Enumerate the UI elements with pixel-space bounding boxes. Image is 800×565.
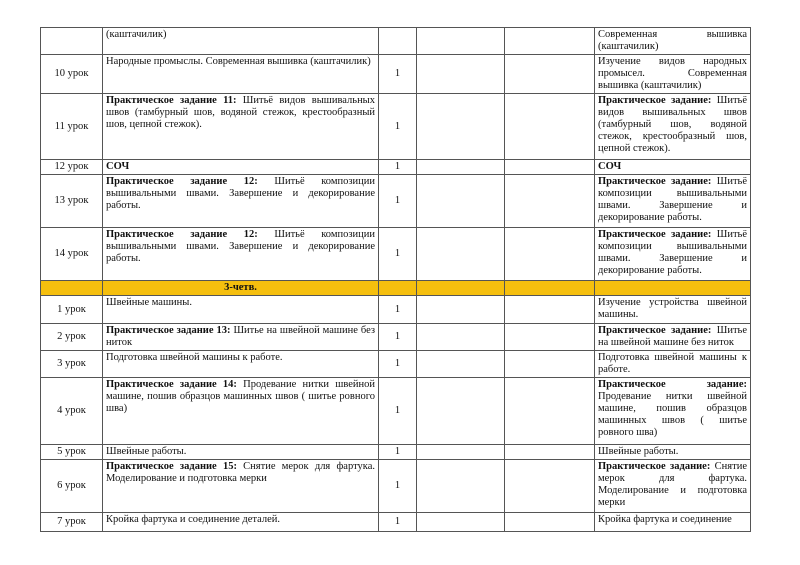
notes-task-label: Практическое задание: bbox=[598, 176, 712, 187]
table-row bbox=[41, 460, 751, 513]
empty-cell bbox=[505, 94, 595, 160]
empty-cell bbox=[417, 351, 505, 378]
lesson-notes bbox=[595, 55, 751, 94]
lesson-topic bbox=[103, 460, 379, 513]
notes-text: Шитьё видов вышивальных швов (тамбурный шов, водяной стежок, крестообразный шов, цепной стежок). bbox=[598, 95, 747, 154]
notes-task-label: СОЧ bbox=[598, 161, 622, 172]
lesson-number: 7 урок bbox=[41, 513, 103, 532]
lesson-topic bbox=[103, 160, 379, 175]
empty-cell bbox=[417, 445, 505, 460]
topic-text: Швейные машины. bbox=[106, 297, 192, 308]
lesson-notes bbox=[595, 94, 751, 160]
empty-cell bbox=[505, 55, 595, 94]
quarter-row bbox=[41, 281, 751, 296]
lesson-notes bbox=[595, 160, 751, 175]
lesson-topic bbox=[103, 175, 379, 228]
quarter-cell bbox=[417, 281, 505, 296]
topic-task-label: СОЧ bbox=[106, 161, 130, 172]
lesson-hours: 1 bbox=[379, 460, 417, 513]
empty-cell bbox=[417, 28, 505, 55]
topic-text: Шитьё композиции вышивальными швами. Завершение и декорирование работы. bbox=[106, 229, 375, 264]
lesson-hours: 1 bbox=[379, 324, 417, 351]
notes-task-label: Практическое задание: bbox=[598, 95, 712, 106]
topic-text: Шитьё видов вышивальных швов (тамбурный шов, водяной стежок, крестообразный шов, цепной стежок). bbox=[106, 95, 375, 130]
lesson-notes bbox=[595, 296, 751, 324]
lesson-number: 2 урок bbox=[41, 324, 103, 351]
topic-task-label: Практическое задание 15: bbox=[106, 461, 237, 472]
empty-cell bbox=[505, 28, 595, 55]
lesson-notes bbox=[595, 28, 751, 55]
lesson-plan-table bbox=[40, 27, 751, 532]
notes-text: Швейные работы. bbox=[598, 446, 679, 457]
topic-text: Подготовка швейной машины к работе. bbox=[106, 352, 283, 363]
notes-text: Снятие мерок для фартука. Моделирование и подготовка мерки bbox=[598, 461, 747, 508]
lesson-topic bbox=[103, 378, 379, 445]
notes-text: Современная вышивка (каштачилик) bbox=[598, 29, 747, 52]
empty-cell bbox=[505, 445, 595, 460]
lesson-topic bbox=[103, 296, 379, 324]
empty-cell bbox=[505, 175, 595, 228]
empty-cell bbox=[417, 513, 505, 532]
quarter-cell bbox=[595, 281, 751, 296]
notes-task-label: Практическое задание: bbox=[598, 379, 747, 390]
topic-text: Шитьё композиции вышивальными швами. Завершение и декорирование работы. bbox=[106, 176, 375, 211]
empty-cell bbox=[417, 324, 505, 351]
table-row bbox=[41, 175, 751, 228]
topic-task-label: Практическое задание 12: bbox=[106, 229, 258, 240]
quarter-cell bbox=[379, 281, 417, 296]
table-row bbox=[41, 160, 751, 175]
lesson-topic bbox=[103, 55, 379, 94]
lesson-topic bbox=[103, 94, 379, 160]
empty-cell bbox=[417, 460, 505, 513]
lesson-number: 3 урок bbox=[41, 351, 103, 378]
topic-task-label: Практическое задание 13: bbox=[106, 325, 231, 336]
notes-text: Изучение устройства швейной машины. bbox=[598, 297, 747, 320]
topic-task-label: Практическое задание 12: bbox=[106, 176, 258, 187]
empty-cell bbox=[417, 175, 505, 228]
lesson-hours bbox=[379, 28, 417, 55]
notes-text: Изучение видов народных промысел. Современная вышивка (каштачилик) bbox=[598, 56, 747, 91]
topic-task-label: Практическое задание 11: bbox=[106, 95, 237, 106]
lesson-hours: 1 bbox=[379, 94, 417, 160]
lesson-number: 1 урок bbox=[41, 296, 103, 324]
notes-task-label: Практическое задание: bbox=[598, 325, 712, 336]
table-row bbox=[41, 378, 751, 445]
empty-cell bbox=[505, 460, 595, 513]
lesson-number: 6 урок bbox=[41, 460, 103, 513]
empty-cell bbox=[505, 296, 595, 324]
topic-text: Снятие мерок для фартука. Моделирование и подготовка мерки bbox=[106, 461, 375, 484]
table-row bbox=[41, 28, 751, 55]
lesson-number: 14 урок bbox=[41, 228, 103, 281]
lesson-notes bbox=[595, 324, 751, 351]
quarter-cell bbox=[505, 281, 595, 296]
empty-cell bbox=[417, 55, 505, 94]
lesson-number: 10 урок bbox=[41, 55, 103, 94]
empty-cell bbox=[505, 513, 595, 532]
table-row bbox=[41, 351, 751, 378]
lesson-topic bbox=[103, 324, 379, 351]
notes-text: Шитье на швейной машине без ниток bbox=[598, 325, 747, 348]
topic-text: Шитье на швейной машине без ниток bbox=[106, 325, 376, 348]
table-row bbox=[41, 324, 751, 351]
empty-cell bbox=[417, 94, 505, 160]
lesson-notes bbox=[595, 228, 751, 281]
table-row bbox=[41, 513, 751, 532]
lesson-hours: 1 bbox=[379, 55, 417, 94]
lesson-hours: 1 bbox=[379, 351, 417, 378]
lesson-notes bbox=[595, 175, 751, 228]
lesson-plan-sheet bbox=[40, 27, 751, 532]
lesson-topic bbox=[103, 445, 379, 460]
notes-text: Шитьё композиции вышивальными швами. Завершение и декорирование работы. bbox=[598, 176, 747, 223]
empty-cell bbox=[417, 228, 505, 281]
topic-text: Кройка фартука и соединение деталей. bbox=[106, 514, 281, 525]
table-row bbox=[41, 296, 751, 324]
empty-cell bbox=[505, 228, 595, 281]
lesson-notes bbox=[595, 460, 751, 513]
lesson-notes bbox=[595, 351, 751, 378]
empty-cell bbox=[417, 378, 505, 445]
table-row bbox=[41, 228, 751, 281]
topic-text: Швейные работы. bbox=[106, 446, 187, 457]
lesson-notes bbox=[595, 378, 751, 445]
notes-task-label: Практическое задание: bbox=[598, 461, 711, 472]
topic-task-label: Практическое задание 14: bbox=[106, 379, 237, 390]
lesson-number: 13 урок bbox=[41, 175, 103, 228]
lesson-hours: 1 bbox=[379, 228, 417, 281]
lesson-hours: 1 bbox=[379, 513, 417, 532]
empty-cell bbox=[417, 160, 505, 175]
empty-cell bbox=[417, 296, 505, 324]
lesson-number: 5 урок bbox=[41, 445, 103, 460]
empty-cell bbox=[505, 160, 595, 175]
empty-cell bbox=[505, 351, 595, 378]
table-row bbox=[41, 94, 751, 160]
lesson-notes bbox=[595, 513, 751, 532]
notes-text: Шитьё композиции вышивальными швами. Завершение и декорирование работы. bbox=[598, 229, 747, 276]
lesson-number: 11 урок bbox=[41, 94, 103, 160]
lesson-topic bbox=[103, 28, 379, 55]
lesson-hours: 1 bbox=[379, 445, 417, 460]
topic-text: Продевание нитки швейной машине, пошив образцов машинных швов ( шитье ровного шва) bbox=[106, 379, 375, 414]
quarter-num-cell bbox=[41, 281, 103, 296]
lesson-number: 4 урок bbox=[41, 378, 103, 445]
notes-text: Продевание нитки швейной машине, пошив образцов машинных швов ( шитье ровного шва) bbox=[598, 391, 747, 438]
lesson-notes bbox=[595, 445, 751, 460]
lesson-hours: 1 bbox=[379, 296, 417, 324]
empty-cell bbox=[505, 378, 595, 445]
lesson-topic bbox=[103, 351, 379, 378]
lesson-hours: 1 bbox=[379, 175, 417, 228]
lesson-hours: 1 bbox=[379, 378, 417, 445]
topic-text: (каштачилик) bbox=[106, 29, 167, 40]
table-row bbox=[41, 55, 751, 94]
topic-text: Народные промыслы. Современная вышивка (каштачилик) bbox=[106, 56, 371, 67]
lesson-number bbox=[41, 28, 103, 55]
table-body bbox=[41, 28, 751, 532]
empty-cell bbox=[505, 324, 595, 351]
lesson-topic bbox=[103, 228, 379, 281]
notes-text: Кройка фартука и соединение bbox=[598, 514, 732, 525]
notes-text: Подготовка швейной машины к работе. bbox=[598, 352, 747, 375]
lesson-number: 12 урок bbox=[41, 160, 103, 175]
quarter-label: 3-четв. bbox=[103, 281, 379, 296]
table-row bbox=[41, 445, 751, 460]
lesson-topic bbox=[103, 513, 379, 532]
lesson-hours: 1 bbox=[379, 160, 417, 175]
notes-task-label: Практическое задание: bbox=[598, 229, 712, 240]
